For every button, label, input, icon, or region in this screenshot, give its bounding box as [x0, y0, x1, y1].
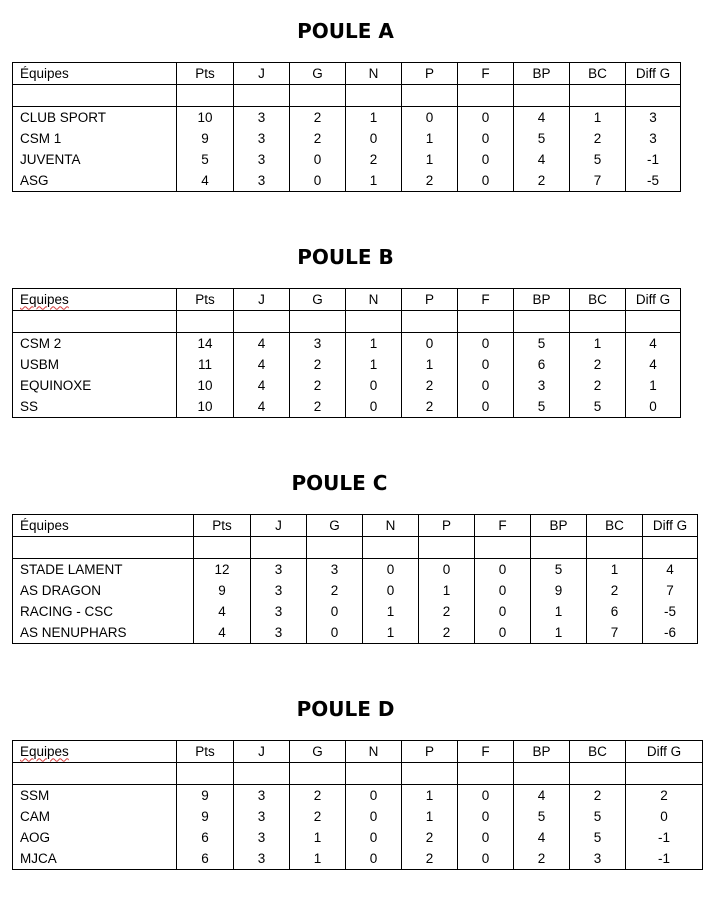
header-cell: J: [251, 515, 307, 537]
cell: 2: [419, 601, 475, 622]
header-cell: BC: [570, 63, 626, 85]
cell: 1: [402, 785, 458, 807]
cell: 2: [570, 375, 626, 396]
cell: 3: [234, 848, 290, 870]
cell: 0: [458, 333, 514, 355]
poule-a-table: [12, 62, 681, 192]
header-cell: BP: [514, 289, 570, 311]
cell: 3: [234, 170, 290, 192]
cell: 2: [587, 580, 643, 601]
cell: 6: [177, 827, 234, 848]
team-name: SSM: [13, 785, 177, 807]
cell: 3: [234, 806, 290, 827]
poule-b-section: [0, 226, 719, 446]
poule-d-title: POULE D: [296, 697, 395, 721]
cell: 0: [458, 107, 514, 129]
cell: 5: [570, 149, 626, 170]
blank-row: [13, 85, 681, 107]
cell: 0: [458, 170, 514, 192]
cell: 0: [458, 396, 514, 418]
cell: 3: [626, 128, 681, 149]
cell: 9: [177, 785, 234, 807]
cell: 2: [290, 806, 346, 827]
cell: 0: [475, 601, 531, 622]
header-cell: BP: [514, 741, 570, 763]
cell: 1: [402, 354, 458, 375]
cell: 9: [177, 128, 234, 149]
header-cell: P: [402, 741, 458, 763]
poule-a-title: POULE A: [297, 19, 394, 43]
cell: 4: [234, 333, 290, 355]
cell: 6: [587, 601, 643, 622]
cell: 2: [514, 848, 570, 870]
cell: 1: [531, 622, 587, 644]
table-row: [13, 785, 703, 807]
table-row: [13, 128, 681, 149]
table-row: [13, 107, 681, 129]
cell: 14: [177, 333, 234, 355]
cell: 1: [402, 149, 458, 170]
cell: 0: [307, 622, 363, 644]
table-row: [13, 806, 703, 827]
poule-c-title: POULE C: [291, 471, 388, 495]
header-cell: N: [346, 741, 402, 763]
cell: 2: [402, 170, 458, 192]
cell: 4: [514, 785, 570, 807]
cell: 3: [570, 848, 626, 870]
cell: -1: [626, 848, 703, 870]
team-name: RACING - CSC: [13, 601, 194, 622]
header-cell: Pts: [194, 515, 251, 537]
header-cell: BC: [570, 289, 626, 311]
header-cell: G: [290, 289, 346, 311]
header-cell: F: [475, 515, 531, 537]
cell: 4: [514, 827, 570, 848]
table-header-row: [13, 289, 681, 311]
blank-row: [13, 537, 698, 559]
header-cell: Diff G: [643, 515, 698, 537]
header-cell: [13, 289, 177, 311]
header-cell: G: [290, 63, 346, 85]
table-row: [13, 848, 703, 870]
cell: 0: [402, 333, 458, 355]
cell: 0: [346, 785, 402, 807]
team-name: SS: [13, 396, 177, 418]
cell: 0: [346, 396, 402, 418]
cell: 2: [290, 396, 346, 418]
header-cell: J: [234, 289, 290, 311]
team-name: CSM 1: [13, 128, 177, 149]
header-cell: Diff G: [626, 63, 681, 85]
cell: 1: [570, 333, 626, 355]
header-cell: Équipes: [13, 63, 177, 85]
cell: 4: [626, 354, 681, 375]
header-cell: N: [346, 63, 402, 85]
header-cell: P: [402, 289, 458, 311]
cell: 2: [402, 848, 458, 870]
cell: 2: [290, 354, 346, 375]
table-row: [13, 375, 681, 396]
table-header-row: [13, 63, 681, 85]
cell: 3: [251, 601, 307, 622]
table-row: [13, 170, 681, 192]
cell: 1: [626, 375, 681, 396]
cell: 3: [234, 785, 290, 807]
table-row: [13, 827, 703, 848]
poule-a-section: [0, 0, 719, 220]
cell: 0: [458, 785, 514, 807]
table-row: [13, 333, 681, 355]
table-row: [13, 601, 698, 622]
team-name: MJCA: [13, 848, 177, 870]
team-name: CLUB SPORT: [13, 107, 177, 129]
poule-b-table: [12, 288, 681, 418]
table-row: [13, 396, 681, 418]
header-cell: N: [363, 515, 419, 537]
cell: 2: [570, 785, 626, 807]
poule-c-table: [12, 514, 698, 644]
cell: 3: [251, 580, 307, 601]
team-name: USBM: [13, 354, 177, 375]
cell: 2: [307, 580, 363, 601]
cell: 0: [346, 806, 402, 827]
cell: 1: [346, 107, 402, 129]
cell: 7: [570, 170, 626, 192]
cell: 6: [514, 354, 570, 375]
cell: 3: [251, 622, 307, 644]
cell: 0: [290, 149, 346, 170]
header-cell: [13, 741, 177, 763]
cell: 1: [346, 354, 402, 375]
spellcheck-text: Equipes: [20, 743, 69, 759]
cell: 2: [290, 375, 346, 396]
cell: 1: [531, 601, 587, 622]
table-header-row: [13, 741, 703, 763]
cell: 0: [307, 601, 363, 622]
cell: 3: [307, 559, 363, 581]
cell: 7: [643, 580, 698, 601]
cell: 2: [419, 622, 475, 644]
table-header-row: [13, 515, 698, 537]
team-name: STADE LAMENT: [13, 559, 194, 581]
header-cell: F: [458, 741, 514, 763]
cell: 0: [346, 848, 402, 870]
cell: 2: [346, 149, 402, 170]
cell: 0: [363, 580, 419, 601]
cell: 1: [363, 601, 419, 622]
cell: 2: [402, 396, 458, 418]
cell: 5: [531, 559, 587, 581]
cell: 0: [475, 559, 531, 581]
cell: 1: [290, 827, 346, 848]
cell: 5: [514, 396, 570, 418]
cell: 2: [570, 128, 626, 149]
cell: 4: [234, 354, 290, 375]
team-name: EQUINOXE: [13, 375, 177, 396]
header-cell: G: [307, 515, 363, 537]
team-name: CAM: [13, 806, 177, 827]
cell: 0: [458, 375, 514, 396]
header-cell: G: [290, 741, 346, 763]
cell: 0: [346, 128, 402, 149]
header-cell: Diff G: [626, 741, 703, 763]
header-cell: P: [419, 515, 475, 537]
header-cell: BP: [531, 515, 587, 537]
cell: 0: [626, 806, 703, 827]
cell: 4: [194, 622, 251, 644]
cell: 0: [346, 827, 402, 848]
header-cell: F: [458, 63, 514, 85]
header-cell: Pts: [177, 63, 234, 85]
header-cell: Diff G: [626, 289, 681, 311]
poule-b-title: POULE B: [297, 245, 394, 269]
poule-c-section: [0, 452, 719, 672]
cell: 0: [626, 396, 681, 418]
team-name: JUVENTA: [13, 149, 177, 170]
cell: 4: [194, 601, 251, 622]
cell: 1: [402, 806, 458, 827]
team-name: AS DRAGON: [13, 580, 194, 601]
cell: 5: [514, 128, 570, 149]
cell: 0: [458, 848, 514, 870]
cell: -1: [626, 149, 681, 170]
cell: 1: [290, 848, 346, 870]
cell: 11: [177, 354, 234, 375]
cell: 0: [346, 375, 402, 396]
cell: 3: [234, 107, 290, 129]
team-name: AOG: [13, 827, 177, 848]
header-cell: BC: [587, 515, 643, 537]
table-row: [13, 354, 681, 375]
header-cell: P: [402, 63, 458, 85]
cell: 5: [514, 806, 570, 827]
blank-row: [13, 763, 703, 785]
cell: 4: [626, 333, 681, 355]
cell: 0: [458, 149, 514, 170]
spellcheck-text: Equipes: [20, 291, 69, 307]
cell: 3: [514, 375, 570, 396]
cell: 1: [570, 107, 626, 129]
cell: 4: [177, 170, 234, 192]
cell: 12: [194, 559, 251, 581]
cell: 3: [251, 559, 307, 581]
team-name: ASG: [13, 170, 177, 192]
poule-d-table: [12, 740, 703, 870]
header-cell: J: [234, 741, 290, 763]
cell: 5: [570, 827, 626, 848]
cell: 9: [194, 580, 251, 601]
header-cell: N: [346, 289, 402, 311]
cell: 6: [177, 848, 234, 870]
cell: 0: [458, 354, 514, 375]
cell: 7: [587, 622, 643, 644]
cell: 2: [570, 354, 626, 375]
cell: 2: [626, 785, 703, 807]
cell: -6: [643, 622, 698, 644]
cell: 4: [514, 107, 570, 129]
table-row: [13, 622, 698, 644]
cell: 2: [402, 827, 458, 848]
cell: 1: [419, 580, 475, 601]
header-cell: Pts: [177, 289, 234, 311]
cell: 0: [363, 559, 419, 581]
cell: 5: [514, 333, 570, 355]
cell: 2: [514, 170, 570, 192]
header-cell: Pts: [177, 741, 234, 763]
cell: 3: [234, 128, 290, 149]
table-row: [13, 580, 698, 601]
cell: 1: [363, 622, 419, 644]
cell: 0: [475, 622, 531, 644]
team-name: AS NENUPHARS: [13, 622, 194, 644]
cell: 1: [402, 128, 458, 149]
cell: 4: [514, 149, 570, 170]
header-cell: Équipes: [13, 515, 194, 537]
header-cell: J: [234, 63, 290, 85]
cell: 10: [177, 375, 234, 396]
cell: 1: [346, 333, 402, 355]
cell: -5: [643, 601, 698, 622]
table-row: [13, 149, 681, 170]
cell: 9: [531, 580, 587, 601]
poule-d-section: [0, 678, 719, 898]
cell: 0: [475, 580, 531, 601]
cell: 0: [419, 559, 475, 581]
header-cell: BP: [514, 63, 570, 85]
cell: 4: [234, 396, 290, 418]
cell: 0: [458, 827, 514, 848]
cell: 2: [290, 128, 346, 149]
header-cell: F: [458, 289, 514, 311]
cell: 10: [177, 107, 234, 129]
cell: 1: [587, 559, 643, 581]
cell: 2: [290, 785, 346, 807]
cell: 0: [458, 806, 514, 827]
cell: 2: [290, 107, 346, 129]
cell: 4: [643, 559, 698, 581]
blank-row: [13, 311, 681, 333]
cell: 5: [177, 149, 234, 170]
cell: 4: [234, 375, 290, 396]
cell: 2: [402, 375, 458, 396]
cell: 3: [626, 107, 681, 129]
header-cell: BC: [570, 741, 626, 763]
cell: -5: [626, 170, 681, 192]
cell: 0: [290, 170, 346, 192]
cell: 0: [458, 128, 514, 149]
cell: 9: [177, 806, 234, 827]
table-row: [13, 559, 698, 581]
cell: -1: [626, 827, 703, 848]
cell: 1: [346, 170, 402, 192]
team-name: CSM 2: [13, 333, 177, 355]
cell: 10: [177, 396, 234, 418]
cell: 5: [570, 806, 626, 827]
cell: 0: [402, 107, 458, 129]
cell: 5: [570, 396, 626, 418]
cell: 3: [234, 827, 290, 848]
cell: 3: [234, 149, 290, 170]
cell: 3: [290, 333, 346, 355]
